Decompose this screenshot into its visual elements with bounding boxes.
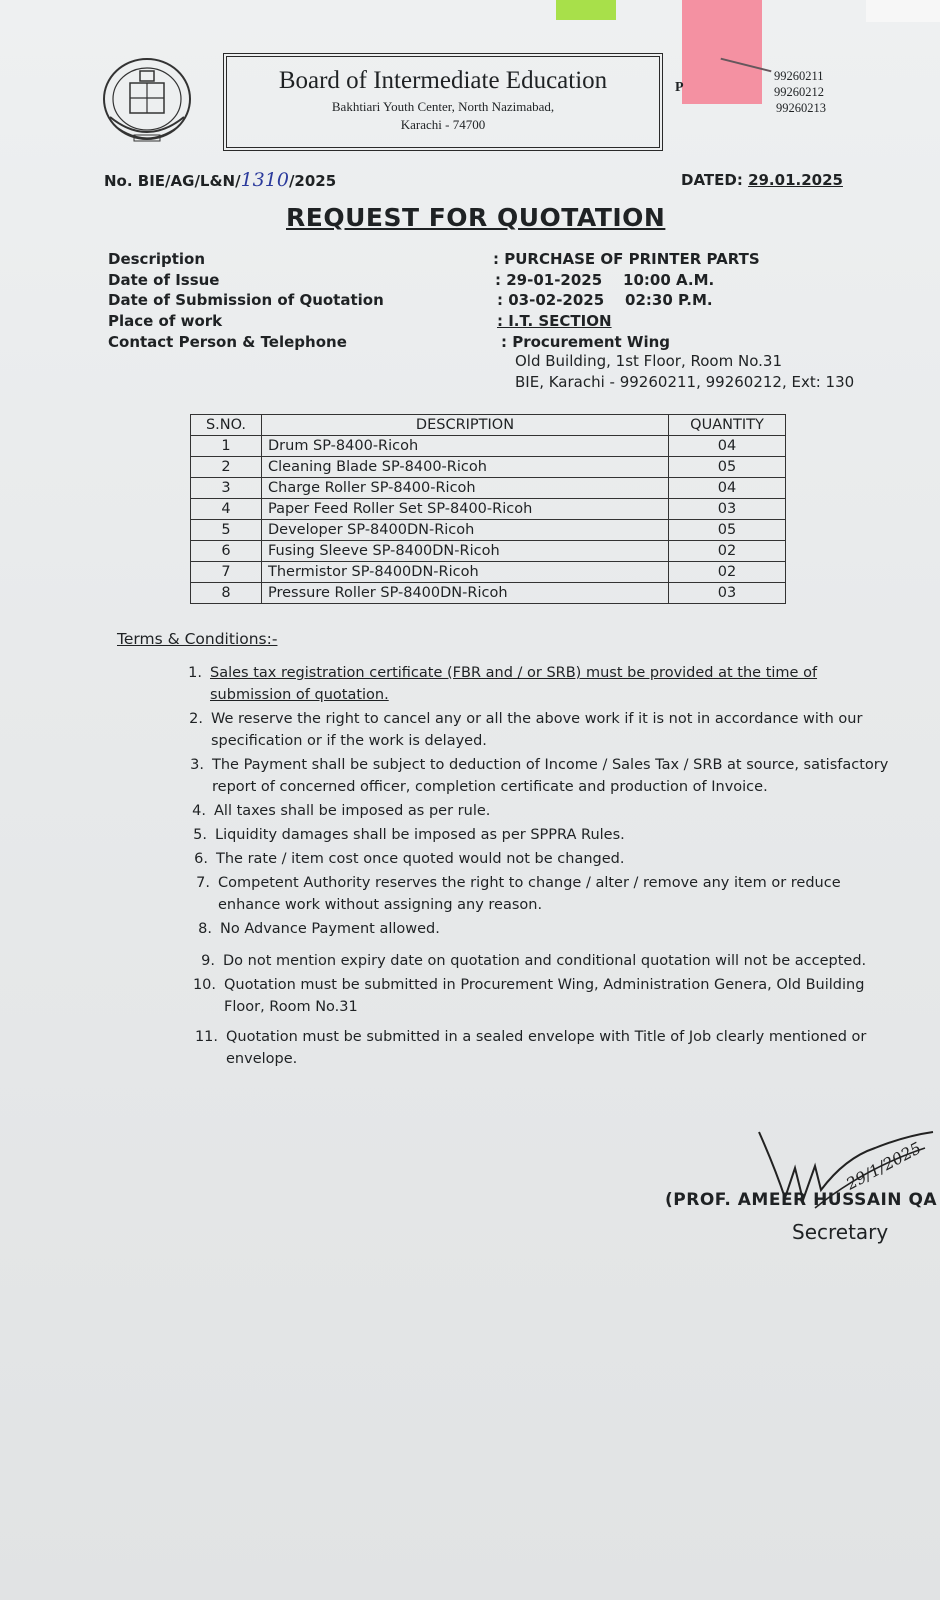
cell-qty: 03: [669, 499, 786, 520]
signature: [755, 1128, 940, 1228]
term-line: Quotation must be submitted in Procurement Wing, Administration Genera, Old Building: [224, 977, 865, 993]
info-value-date-of-issue: : 29-01-2025 10:00 A.M.: [495, 271, 715, 289]
term-text: [226, 1026, 866, 1070]
term-number: 4.: [192, 803, 206, 819]
term-line: No Advance Payment allowed.: [220, 921, 440, 937]
cell-desc: Thermistor SP-8400DN-Ricoh: [262, 562, 669, 583]
phone-numbers: [774, 68, 826, 116]
cell-qty: 02: [669, 541, 786, 562]
term-number: 5.: [193, 827, 207, 843]
term-line: All taxes shall be imposed as per rule.: [214, 803, 491, 819]
cell-desc: Drum SP-8400-Ricoh: [262, 436, 669, 457]
term-text: [210, 662, 817, 706]
term-line: Do not mention expiry date on quotation and conditional quotation will not be accepted.: [223, 953, 867, 969]
phone-number: 99260212: [774, 85, 824, 99]
contact-address-line2: BIE, Karachi - 99260211, 99260212, Ext: 130: [515, 373, 855, 391]
term-number: 2.: [189, 711, 203, 727]
cell-desc: Paper Feed Roller Set SP-8400-Ricoh: [262, 499, 669, 520]
ref-handwritten-number: 1310: [240, 169, 289, 191]
org-address-line1: Bakhtiari Youth Center, North Nazimabad,: [331, 99, 555, 114]
table-row: [191, 436, 786, 457]
term-line: Liquidity damages shall be imposed as per SPPRA Rules.: [215, 827, 625, 843]
info-label-date-of-issue: Date of Issue: [108, 271, 220, 289]
term-text: [215, 824, 625, 846]
cell-desc: Cleaning Blade SP-8400-Ricoh: [262, 457, 669, 478]
cell-sno: 5: [191, 520, 262, 541]
term-text: [216, 848, 624, 870]
letterhead-box: [223, 53, 663, 151]
term-line: We reserve the right to cancel any or all the above work if it is not in accordance with our: [211, 711, 863, 727]
ref-prefix: No. BIE/AG/L&N/: [104, 172, 241, 190]
cell-desc: Charge Roller SP-8400-Ricoh: [262, 478, 669, 499]
term-number: 7.: [196, 875, 210, 891]
cell-sno: 4: [191, 499, 262, 520]
dated-value: 29.01.2025: [748, 171, 843, 189]
term-line: specification or if the work is delayed.: [211, 733, 487, 749]
term-text: [224, 974, 864, 1018]
cell-sno: 3: [191, 478, 262, 499]
dated-label: DATED:: [681, 171, 743, 189]
ref-suffix: /2025: [288, 172, 337, 190]
term-number: 8.: [198, 921, 212, 937]
signer-designation: Secretary: [792, 1220, 889, 1244]
table-header-row: [191, 415, 786, 436]
cell-desc: Pressure Roller SP-8400DN-Ricoh: [262, 583, 669, 604]
table-row: [191, 541, 786, 562]
cell-qty: 03: [669, 583, 786, 604]
info-value-place-of-work: : I.T. SECTION: [497, 312, 612, 330]
table-row: [191, 457, 786, 478]
info-value-contact: : Procurement Wing: [501, 333, 671, 351]
table-row: [191, 478, 786, 499]
org-address-line2: Karachi - 74700: [400, 117, 486, 132]
term-line: Competent Authority reserves the right to change / alter / remove any item or reduce: [218, 875, 841, 891]
col-sno: S.NO.: [191, 415, 262, 436]
signature-date: 29/1/2025: [842, 1138, 925, 1194]
table-row: [191, 583, 786, 604]
white-sticky-tab: [866, 0, 940, 22]
cell-qty: 05: [669, 520, 786, 541]
cell-desc: Developer SP-8400DN-Ricoh: [262, 520, 669, 541]
term-line: Floor, Room No.31: [224, 999, 358, 1015]
term-number: 3.: [190, 757, 204, 773]
pink-sticky-note: [682, 0, 762, 104]
cell-qty: 05: [669, 457, 786, 478]
term-number: 6.: [194, 851, 208, 867]
term-number: 11.: [194, 1029, 218, 1045]
info-label-description: Description: [108, 250, 206, 268]
green-sticky-tab: [556, 0, 616, 20]
terms-heading: Terms & Conditions:-: [117, 630, 278, 648]
phone-number: 99260211: [774, 69, 824, 83]
phone-prefix: P: [675, 80, 684, 95]
signer-name: (PROF. AMEER HUSSAIN QA: [665, 1190, 938, 1210]
term-text: [223, 950, 866, 972]
table-row: [191, 520, 786, 541]
cell-qty: 02: [669, 562, 786, 583]
info-value-description: : PURCHASE OF PRINTER PARTS: [493, 250, 760, 268]
cell-sno: 1: [191, 436, 262, 457]
cell-sno: 6: [191, 541, 262, 562]
items-table: [190, 414, 786, 604]
dated: [681, 171, 843, 189]
term-text: [220, 918, 440, 940]
cell-sno: 7: [191, 562, 262, 583]
page-title: REQUEST FOR QUOTATION: [286, 203, 666, 232]
cell-desc: Fusing Sleeve SP-8400DN-Ricoh: [262, 541, 669, 562]
cell-qty: 04: [669, 436, 786, 457]
term-line: submission of quotation.: [210, 687, 389, 703]
col-quantity: QUANTITY: [669, 415, 786, 436]
term-text: [214, 800, 490, 822]
term-line: envelope.: [226, 1051, 298, 1067]
contact-address-line1: Old Building, 1st Floor, Room No.31: [515, 352, 782, 370]
cell-sno: 8: [191, 583, 262, 604]
term-text: [211, 708, 862, 752]
table-row: [191, 562, 786, 583]
term-line: enhance work without assigning any reason.: [218, 897, 543, 913]
cell-qty: 04: [669, 478, 786, 499]
info-value-submission-date: : 03-02-2025 02:30 P.M.: [497, 291, 713, 309]
info-label-place-of-work: Place of work: [108, 312, 223, 330]
col-description: DESCRIPTION: [262, 415, 669, 436]
cell-sno: 2: [191, 457, 262, 478]
table-row: [191, 499, 786, 520]
term-number: 1.: [188, 665, 202, 681]
term-line: The rate / item cost once quoted would not be changed.: [216, 851, 625, 867]
term-line: Sales tax registration certificate (FBR and / or SRB) must be provided at the time of: [210, 665, 818, 681]
term-number: 9.: [201, 953, 215, 969]
reference-number: [104, 169, 336, 191]
term-number: 10.: [192, 977, 216, 993]
term-text: [218, 872, 841, 916]
board-seal-logo: [100, 55, 194, 145]
info-label-submission-date: Date of Submission of Quotation: [108, 291, 384, 309]
term-text: [212, 754, 888, 798]
info-label-contact: Contact Person & Telephone: [108, 333, 347, 351]
term-line: Quotation must be submitted in a sealed envelope with Title of Job clearly mentioned or: [226, 1029, 867, 1045]
phone-number: 99260213: [776, 101, 826, 115]
term-line: report of concerned officer, completion certificate and production of Invoice.: [212, 779, 768, 795]
org-name: Board of Intermediate Education: [278, 67, 608, 94]
term-line: The Payment shall be subject to deduction of Income / Sales Tax / SRB at source, satisfactory: [212, 757, 889, 773]
